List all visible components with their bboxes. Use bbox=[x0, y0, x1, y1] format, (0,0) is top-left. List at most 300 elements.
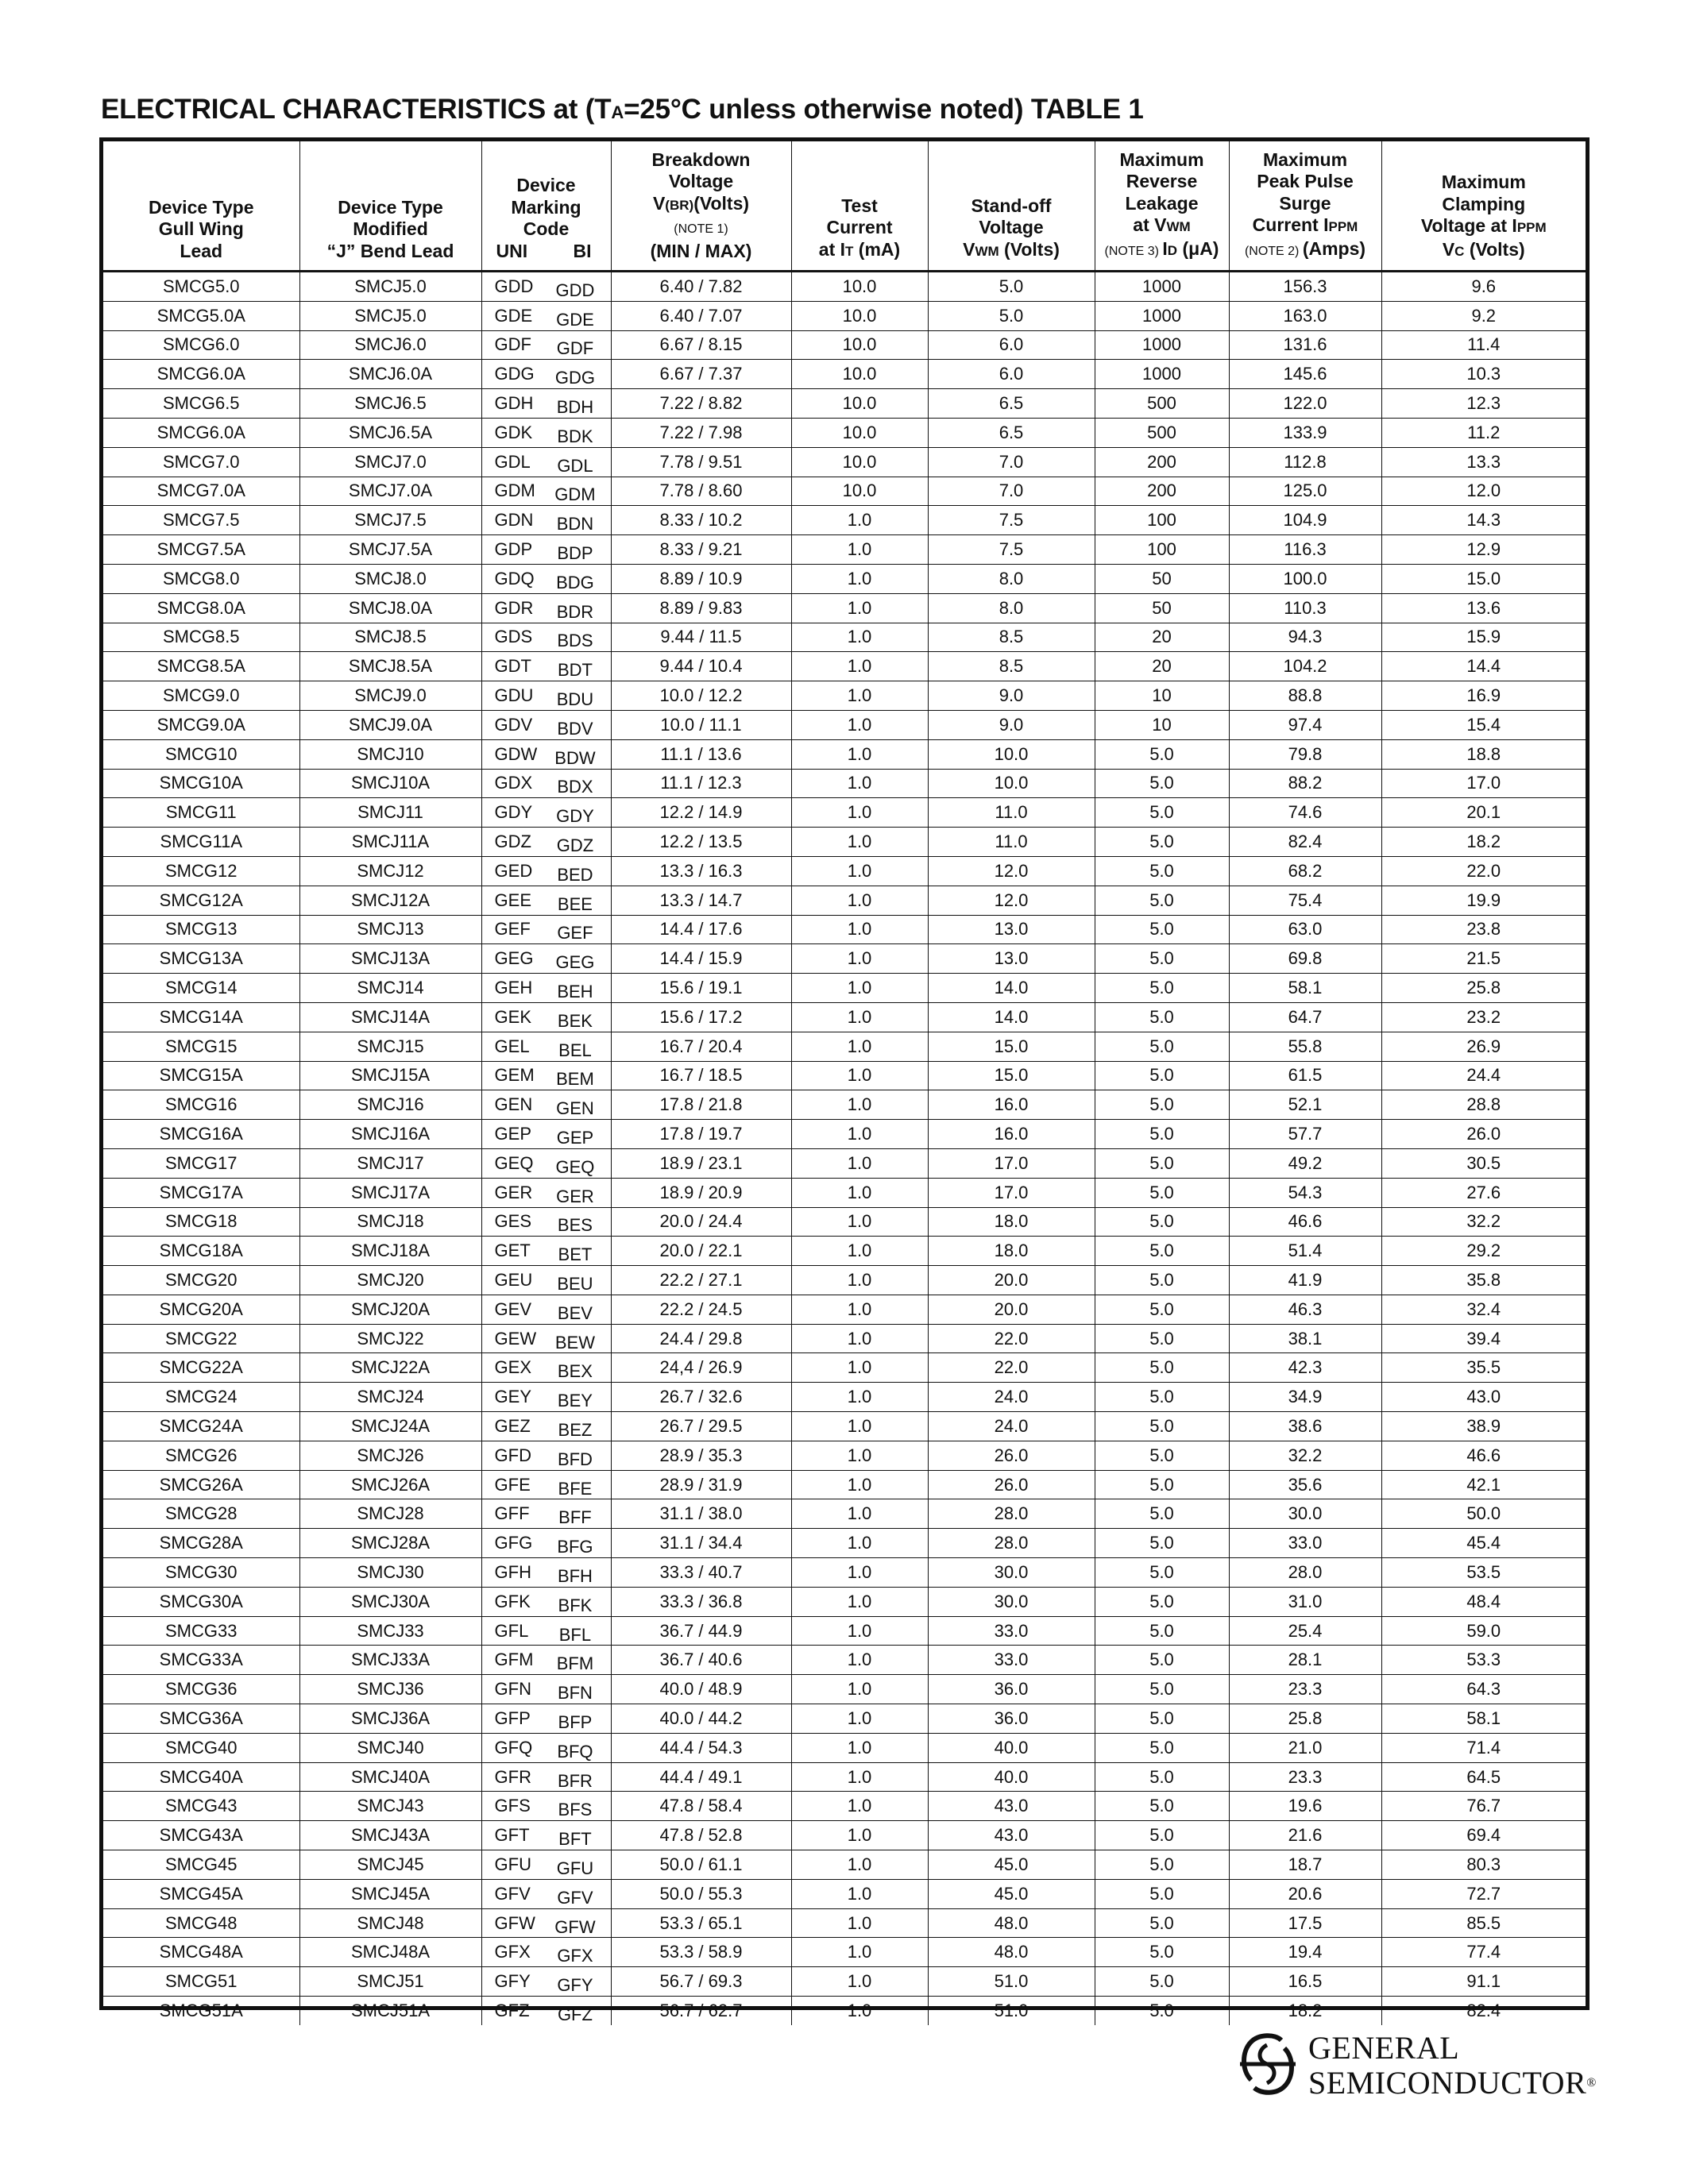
cell-reverse-leakage: 10 bbox=[1095, 681, 1229, 711]
cell-j-bend: SMCJ26A bbox=[299, 1470, 481, 1499]
cell-peak-pulse-current: 100.0 bbox=[1229, 564, 1381, 593]
table-row bbox=[103, 915, 1586, 944]
marking-uni: GED bbox=[494, 860, 533, 881]
table-row bbox=[103, 330, 1586, 360]
table-row bbox=[103, 1704, 1586, 1734]
cell-reverse-leakage: 5.0 bbox=[1095, 1295, 1229, 1324]
cell-clamping-voltage: 39.4 bbox=[1381, 1324, 1586, 1353]
cell-gull-wing: SMCG36 bbox=[103, 1675, 299, 1704]
marking-uni: GFX bbox=[494, 1942, 531, 1962]
header-standoff-voltage: Stand-off Voltage VWM (Volts) bbox=[928, 141, 1095, 272]
cell-breakdown-voltage: 10.0 / 11.1 bbox=[611, 710, 791, 739]
cell-test-current: 1.0 bbox=[791, 1529, 928, 1558]
cell-gull-wing: SMCG16A bbox=[103, 1120, 299, 1149]
cell-standoff-voltage: 14.0 bbox=[928, 1002, 1095, 1032]
cell-j-bend: SMCJ7.5A bbox=[299, 535, 481, 565]
marking-uni: GFZ bbox=[494, 2000, 530, 2020]
cell-marking bbox=[481, 710, 611, 739]
cell-j-bend: SMCJ26 bbox=[299, 1441, 481, 1470]
cell-peak-pulse-current: 64.7 bbox=[1229, 1002, 1381, 1032]
cell-j-bend: SMCJ6.5A bbox=[299, 418, 481, 447]
cell-j-bend: SMCJ8.0 bbox=[299, 564, 481, 593]
table-row bbox=[103, 1646, 1586, 1675]
cell-reverse-leakage: 20 bbox=[1095, 652, 1229, 681]
cell-peak-pulse-current: 21.0 bbox=[1229, 1733, 1381, 1762]
cell-gull-wing: SMCG20 bbox=[103, 1266, 299, 1295]
cell-test-current: 1.0 bbox=[791, 1032, 928, 1061]
cell-test-current: 1.0 bbox=[791, 1207, 928, 1237]
cell-reverse-leakage: 5.0 bbox=[1095, 1879, 1229, 1908]
cell-reverse-leakage: 5.0 bbox=[1095, 1558, 1229, 1588]
cell-breakdown-voltage: 8.33 / 10.2 bbox=[611, 506, 791, 535]
marking-uni: GEY bbox=[494, 1387, 532, 1407]
cell-gull-wing: SMCG8.0 bbox=[103, 564, 299, 593]
cell-reverse-leakage: 5.0 bbox=[1095, 1237, 1229, 1266]
cell-marking bbox=[481, 360, 611, 389]
table-row bbox=[103, 1412, 1586, 1441]
marking-uni: GDU bbox=[494, 685, 534, 706]
marking-uni: GDZ bbox=[494, 832, 531, 852]
cell-j-bend: SMCJ7.0 bbox=[299, 447, 481, 477]
marking-bi: BEL bbox=[558, 1040, 592, 1060]
cell-standoff-voltage: 8.5 bbox=[928, 652, 1095, 681]
cell-clamping-voltage: 29.2 bbox=[1381, 1237, 1586, 1266]
cell-peak-pulse-current: 51.4 bbox=[1229, 1237, 1381, 1266]
cell-marking bbox=[481, 1616, 611, 1646]
table-row bbox=[103, 1616, 1586, 1646]
cell-clamping-voltage: 15.0 bbox=[1381, 564, 1586, 593]
cell-marking bbox=[481, 418, 611, 447]
table-row bbox=[103, 974, 1586, 1003]
table-row bbox=[103, 1090, 1586, 1120]
cell-breakdown-voltage: 47.8 / 58.4 bbox=[611, 1792, 791, 1821]
cell-breakdown-voltage: 6.67 / 8.15 bbox=[611, 330, 791, 360]
marking-bi: BEE bbox=[557, 893, 593, 914]
cell-peak-pulse-current: 25.8 bbox=[1229, 1704, 1381, 1734]
cell-test-current: 1.0 bbox=[791, 681, 928, 711]
cell-test-current: 1.0 bbox=[791, 1704, 928, 1734]
cell-test-current: 1.0 bbox=[791, 1762, 928, 1792]
cell-j-bend: SMCJ9.0 bbox=[299, 681, 481, 711]
cell-breakdown-voltage: 18.9 / 20.9 bbox=[611, 1178, 791, 1207]
cell-peak-pulse-current: 54.3 bbox=[1229, 1178, 1381, 1207]
cell-breakdown-voltage: 33.3 / 40.7 bbox=[611, 1558, 791, 1588]
table-row bbox=[103, 1879, 1586, 1908]
cell-clamping-voltage: 18.8 bbox=[1381, 739, 1586, 769]
marking-bi: GFU bbox=[556, 1858, 594, 1878]
marking-bi: BEU bbox=[557, 1273, 593, 1294]
table-row bbox=[103, 1295, 1586, 1324]
table-row bbox=[103, 1383, 1586, 1412]
marking-uni: GEK bbox=[494, 1006, 532, 1027]
cell-gull-wing: SMCG48A bbox=[103, 1938, 299, 1967]
cell-marking bbox=[481, 1383, 611, 1412]
cell-peak-pulse-current: 18.2 bbox=[1229, 1997, 1381, 2025]
cell-marking bbox=[481, 915, 611, 944]
table-row bbox=[103, 1908, 1586, 1938]
cell-test-current: 1.0 bbox=[791, 1383, 928, 1412]
marking-uni: GDM bbox=[494, 480, 535, 501]
marking-bi: BFE bbox=[558, 1478, 593, 1499]
table-frame bbox=[99, 137, 1590, 2024]
marking-bi: BDN bbox=[556, 514, 594, 534]
marking-uni: GFM bbox=[494, 1650, 534, 1670]
marking-bi: BEM bbox=[556, 1069, 594, 1090]
marking-uni: GFF bbox=[494, 1503, 530, 1524]
cell-clamping-voltage: 22.0 bbox=[1381, 856, 1586, 886]
cell-test-current: 1.0 bbox=[791, 1558, 928, 1588]
cell-breakdown-voltage: 7.78 / 9.51 bbox=[611, 447, 791, 477]
cell-clamping-voltage: 11.2 bbox=[1381, 418, 1586, 447]
cell-reverse-leakage: 1000 bbox=[1095, 360, 1229, 389]
table-row bbox=[103, 1675, 1586, 1704]
gs-logo-icon bbox=[1235, 2029, 1300, 2099]
cell-standoff-voltage: 14.0 bbox=[928, 974, 1095, 1003]
cell-j-bend: SMCJ16 bbox=[299, 1090, 481, 1120]
cell-breakdown-voltage: 13.3 / 16.3 bbox=[611, 856, 791, 886]
cell-test-current: 1.0 bbox=[791, 1675, 928, 1704]
marking-uni: GEQ bbox=[494, 1152, 534, 1173]
cell-test-current: 1.0 bbox=[791, 1997, 928, 2025]
cell-gull-wing: SMCG40A bbox=[103, 1762, 299, 1792]
cell-standoff-voltage: 43.0 bbox=[928, 1821, 1095, 1850]
marking-uni: GEV bbox=[494, 1298, 532, 1319]
cell-breakdown-voltage: 31.1 / 34.4 bbox=[611, 1529, 791, 1558]
marking-uni: GFY bbox=[494, 1971, 531, 1992]
cell-gull-wing: SMCG51 bbox=[103, 1967, 299, 1997]
cell-clamping-voltage: 80.3 bbox=[1381, 1850, 1586, 1880]
cell-j-bend: SMCJ48A bbox=[299, 1938, 481, 1967]
cell-breakdown-voltage: 6.67 / 7.37 bbox=[611, 360, 791, 389]
cell-test-current: 10.0 bbox=[791, 301, 928, 330]
cell-breakdown-voltage: 22.2 / 27.1 bbox=[611, 1266, 791, 1295]
cell-reverse-leakage: 50 bbox=[1095, 564, 1229, 593]
cell-test-current: 1.0 bbox=[791, 1499, 928, 1529]
marking-uni: GFU bbox=[494, 1854, 531, 1874]
cell-test-current: 1.0 bbox=[791, 1148, 928, 1178]
cell-gull-wing: SMCG17A bbox=[103, 1178, 299, 1207]
marking-uni: GEF bbox=[494, 919, 531, 940]
cell-standoff-voltage: 45.0 bbox=[928, 1879, 1095, 1908]
cell-reverse-leakage: 200 bbox=[1095, 477, 1229, 506]
cell-marking bbox=[481, 974, 611, 1003]
cell-j-bend: SMCJ51A bbox=[299, 1997, 481, 2025]
marking-bi: BFK bbox=[558, 1595, 593, 1615]
cell-j-bend: SMCJ43 bbox=[299, 1792, 481, 1821]
cell-gull-wing: SMCG45 bbox=[103, 1850, 299, 1880]
cell-gull-wing: SMCG7.5 bbox=[103, 506, 299, 535]
cell-j-bend: SMCJ5.0 bbox=[299, 301, 481, 330]
marking-bi: BFF bbox=[558, 1507, 592, 1528]
cell-peak-pulse-current: 23.3 bbox=[1229, 1762, 1381, 1792]
cell-clamping-voltage: 18.2 bbox=[1381, 828, 1586, 857]
cell-gull-wing: SMCG28 bbox=[103, 1499, 299, 1529]
cell-standoff-voltage: 12.0 bbox=[928, 856, 1095, 886]
marking-uni: GFD bbox=[494, 1445, 531, 1465]
marking-bi: BET bbox=[558, 1244, 593, 1265]
cell-clamping-voltage: 26.0 bbox=[1381, 1120, 1586, 1149]
marking-uni: GFP bbox=[494, 1707, 531, 1728]
marking-bi: GEP bbox=[556, 1128, 594, 1148]
cell-clamping-voltage: 28.8 bbox=[1381, 1090, 1586, 1120]
cell-marking bbox=[481, 1324, 611, 1353]
header-gull-wing: Device Type Gull Wing Lead bbox=[103, 141, 299, 272]
table-row bbox=[103, 477, 1586, 506]
cell-reverse-leakage: 5.0 bbox=[1095, 1412, 1229, 1441]
cell-test-current: 1.0 bbox=[791, 856, 928, 886]
cell-standoff-voltage: 12.0 bbox=[928, 886, 1095, 915]
cell-clamping-voltage: 9.6 bbox=[1381, 272, 1586, 302]
marking-uni: GDN bbox=[494, 510, 534, 531]
cell-reverse-leakage: 5.0 bbox=[1095, 1470, 1229, 1499]
cell-standoff-voltage: 9.0 bbox=[928, 710, 1095, 739]
table-row bbox=[103, 1938, 1586, 1967]
table-row bbox=[103, 681, 1586, 711]
cell-peak-pulse-current: 32.2 bbox=[1229, 1441, 1381, 1470]
cell-gull-wing: SMCG8.0A bbox=[103, 593, 299, 623]
marking-uni: GDE bbox=[494, 305, 533, 326]
marking-uni: GFH bbox=[494, 1561, 531, 1582]
cell-gull-wing: SMCG17 bbox=[103, 1148, 299, 1178]
cell-clamping-voltage: 14.4 bbox=[1381, 652, 1586, 681]
cell-breakdown-voltage: 13.3 / 14.7 bbox=[611, 886, 791, 915]
logo-line-general: GENERAL bbox=[1308, 2030, 1460, 2066]
cell-peak-pulse-current: 97.4 bbox=[1229, 710, 1381, 739]
cell-reverse-leakage: 5.0 bbox=[1095, 1441, 1229, 1470]
marking-bi: BEK bbox=[557, 1010, 593, 1031]
cell-j-bend: SMCJ30 bbox=[299, 1558, 481, 1588]
cell-marking bbox=[481, 447, 611, 477]
cell-j-bend: SMCJ10 bbox=[299, 739, 481, 769]
cell-gull-wing: SMCG7.0A bbox=[103, 477, 299, 506]
cell-breakdown-voltage: 15.6 / 19.1 bbox=[611, 974, 791, 1003]
cell-standoff-voltage: 8.0 bbox=[928, 564, 1095, 593]
cell-reverse-leakage: 500 bbox=[1095, 418, 1229, 447]
cell-test-current: 1.0 bbox=[791, 1879, 928, 1908]
cell-j-bend: SMCJ12 bbox=[299, 856, 481, 886]
table-row bbox=[103, 535, 1586, 565]
cell-breakdown-voltage: 16.7 / 20.4 bbox=[611, 1032, 791, 1061]
marking-bi: BDW bbox=[554, 747, 596, 768]
cell-j-bend: SMCJ22 bbox=[299, 1324, 481, 1353]
cell-breakdown-voltage: 53.3 / 65.1 bbox=[611, 1908, 791, 1938]
marking-bi: BFM bbox=[556, 1653, 594, 1674]
cell-breakdown-voltage: 50.0 / 55.3 bbox=[611, 1879, 791, 1908]
marking-bi: BDX bbox=[557, 777, 593, 797]
cell-reverse-leakage: 100 bbox=[1095, 535, 1229, 565]
cell-breakdown-voltage: 6.40 / 7.82 bbox=[611, 272, 791, 302]
cell-marking bbox=[481, 1997, 611, 2025]
cell-test-current: 1.0 bbox=[791, 1616, 928, 1646]
cell-peak-pulse-current: 116.3 bbox=[1229, 535, 1381, 565]
cell-gull-wing: SMCG43 bbox=[103, 1792, 299, 1821]
cell-clamping-voltage: 25.8 bbox=[1381, 974, 1586, 1003]
cell-standoff-voltage: 28.0 bbox=[928, 1529, 1095, 1558]
cell-clamping-voltage: 30.5 bbox=[1381, 1148, 1586, 1178]
cell-reverse-leakage: 5.0 bbox=[1095, 1938, 1229, 1967]
cell-marking bbox=[481, 301, 611, 330]
table-row bbox=[103, 301, 1586, 330]
cell-peak-pulse-current: 34.9 bbox=[1229, 1383, 1381, 1412]
marking-uni: GEZ bbox=[494, 1415, 531, 1436]
marking-uni: GFL bbox=[494, 1620, 529, 1641]
marking-bi: BDH bbox=[556, 397, 594, 418]
cell-clamping-voltage: 15.9 bbox=[1381, 623, 1586, 652]
cell-clamping-voltage: 91.1 bbox=[1381, 1967, 1586, 1997]
cell-standoff-voltage: 48.0 bbox=[928, 1938, 1095, 1967]
cell-test-current: 1.0 bbox=[791, 974, 928, 1003]
table-row bbox=[103, 1587, 1586, 1616]
cell-reverse-leakage: 5.0 bbox=[1095, 1587, 1229, 1616]
cell-clamping-voltage: 53.3 bbox=[1381, 1646, 1586, 1675]
cell-marking bbox=[481, 1792, 611, 1821]
cell-peak-pulse-current: 28.0 bbox=[1229, 1558, 1381, 1588]
cell-clamping-voltage: 24.4 bbox=[1381, 1061, 1586, 1090]
cell-clamping-voltage: 20.1 bbox=[1381, 798, 1586, 828]
cell-test-current: 1.0 bbox=[791, 739, 928, 769]
cell-peak-pulse-current: 57.7 bbox=[1229, 1120, 1381, 1149]
cell-marking bbox=[481, 798, 611, 828]
cell-j-bend: SMCJ17 bbox=[299, 1148, 481, 1178]
marking-uni: GDH bbox=[494, 393, 534, 414]
marking-bi: BEX bbox=[557, 1361, 593, 1382]
table-row bbox=[103, 1324, 1586, 1353]
cell-reverse-leakage: 5.0 bbox=[1095, 1792, 1229, 1821]
marking-bi: GDF bbox=[556, 338, 594, 359]
marking-uni: GDS bbox=[494, 627, 533, 647]
cell-marking bbox=[481, 739, 611, 769]
cell-clamping-voltage: 27.6 bbox=[1381, 1178, 1586, 1207]
cell-standoff-voltage: 9.0 bbox=[928, 681, 1095, 711]
marking-uni: GDF bbox=[494, 334, 531, 355]
table-row bbox=[103, 1997, 1586, 2025]
marking-bi: BDK bbox=[557, 426, 593, 446]
cell-j-bend: SMCJ9.0A bbox=[299, 710, 481, 739]
cell-peak-pulse-current: 46.6 bbox=[1229, 1207, 1381, 1237]
cell-peak-pulse-current: 163.0 bbox=[1229, 301, 1381, 330]
cell-gull-wing: SMCG14 bbox=[103, 974, 299, 1003]
cell-clamping-voltage: 77.4 bbox=[1381, 1938, 1586, 1967]
marking-bi: GEF bbox=[557, 923, 593, 943]
cell-marking bbox=[481, 623, 611, 652]
table-row bbox=[103, 1821, 1586, 1850]
table-row bbox=[103, 418, 1586, 447]
cell-clamping-voltage: 69.4 bbox=[1381, 1821, 1586, 1850]
cell-j-bend: SMCJ5.0 bbox=[299, 272, 481, 302]
cell-peak-pulse-current: 21.6 bbox=[1229, 1821, 1381, 1850]
cell-reverse-leakage: 1000 bbox=[1095, 301, 1229, 330]
cell-clamping-voltage: 16.9 bbox=[1381, 681, 1586, 711]
cell-j-bend: SMCJ43A bbox=[299, 1821, 481, 1850]
cell-peak-pulse-current: 104.9 bbox=[1229, 506, 1381, 535]
cell-reverse-leakage: 5.0 bbox=[1095, 1207, 1229, 1237]
cell-breakdown-voltage: 28.9 / 35.3 bbox=[611, 1441, 791, 1470]
table-row bbox=[103, 886, 1586, 915]
cell-j-bend: SMCJ48 bbox=[299, 1908, 481, 1938]
cell-standoff-voltage: 51.0 bbox=[928, 1967, 1095, 1997]
header-marking-code: Device Marking Code UNI BI bbox=[481, 141, 611, 272]
cell-breakdown-voltage: 31.1 / 38.0 bbox=[611, 1499, 791, 1529]
cell-reverse-leakage: 5.0 bbox=[1095, 1967, 1229, 1997]
cell-gull-wing: SMCG40 bbox=[103, 1733, 299, 1762]
cell-peak-pulse-current: 125.0 bbox=[1229, 477, 1381, 506]
cell-peak-pulse-current: 122.0 bbox=[1229, 389, 1381, 419]
cell-marking bbox=[481, 1850, 611, 1880]
cell-marking bbox=[481, 652, 611, 681]
cell-j-bend: SMCJ17A bbox=[299, 1178, 481, 1207]
cell-standoff-voltage: 17.0 bbox=[928, 1178, 1095, 1207]
cell-marking bbox=[481, 886, 611, 915]
cell-reverse-leakage: 5.0 bbox=[1095, 1529, 1229, 1558]
cell-reverse-leakage: 5.0 bbox=[1095, 1032, 1229, 1061]
cell-test-current: 10.0 bbox=[791, 360, 928, 389]
marking-bi: BEZ bbox=[558, 1419, 593, 1440]
cell-test-current: 1.0 bbox=[791, 1002, 928, 1032]
cell-gull-wing: SMCG7.0 bbox=[103, 447, 299, 477]
cell-reverse-leakage: 5.0 bbox=[1095, 828, 1229, 857]
cell-standoff-voltage: 40.0 bbox=[928, 1762, 1095, 1792]
cell-reverse-leakage: 5.0 bbox=[1095, 1178, 1229, 1207]
cell-marking bbox=[481, 1821, 611, 1850]
cell-peak-pulse-current: 131.6 bbox=[1229, 330, 1381, 360]
cell-test-current: 1.0 bbox=[791, 1908, 928, 1938]
marking-bi: GDG bbox=[554, 368, 595, 388]
cell-j-bend: SMCJ18A bbox=[299, 1237, 481, 1266]
cell-test-current: 1.0 bbox=[791, 593, 928, 623]
cell-peak-pulse-current: 145.6 bbox=[1229, 360, 1381, 389]
cell-reverse-leakage: 5.0 bbox=[1095, 1675, 1229, 1704]
cell-marking bbox=[481, 681, 611, 711]
cell-test-current: 1.0 bbox=[791, 1178, 928, 1207]
cell-peak-pulse-current: 112.8 bbox=[1229, 447, 1381, 477]
cell-peak-pulse-current: 19.6 bbox=[1229, 1792, 1381, 1821]
cell-j-bend: SMCJ14 bbox=[299, 974, 481, 1003]
cell-standoff-voltage: 26.0 bbox=[928, 1470, 1095, 1499]
cell-test-current: 10.0 bbox=[791, 477, 928, 506]
cell-breakdown-voltage: 40.0 / 48.9 bbox=[611, 1675, 791, 1704]
cell-j-bend: SMCJ28A bbox=[299, 1529, 481, 1558]
marking-uni: GDP bbox=[494, 539, 533, 560]
table-row bbox=[103, 1529, 1586, 1558]
cell-test-current: 1.0 bbox=[791, 1938, 928, 1967]
cell-reverse-leakage: 5.0 bbox=[1095, 944, 1229, 974]
cell-marking bbox=[481, 1032, 611, 1061]
marking-uni: GFW bbox=[494, 1912, 535, 1933]
cell-standoff-voltage: 16.0 bbox=[928, 1090, 1095, 1120]
cell-gull-wing: SMCG51A bbox=[159, 2000, 243, 2020]
cell-clamping-voltage: 15.4 bbox=[1381, 710, 1586, 739]
cell-j-bend: SMCJ20A bbox=[299, 1295, 481, 1324]
cell-standoff-voltage: 30.0 bbox=[928, 1587, 1095, 1616]
cell-clamping-voltage: 12.9 bbox=[1381, 535, 1586, 565]
table-row bbox=[103, 1120, 1586, 1149]
cell-reverse-leakage: 5.0 bbox=[1095, 1499, 1229, 1529]
marking-uni: GEW bbox=[494, 1328, 537, 1349]
cell-breakdown-voltage: 11.1 / 12.3 bbox=[611, 769, 791, 798]
cell-standoff-voltage: 7.5 bbox=[928, 535, 1095, 565]
marking-bi: GER bbox=[556, 1186, 594, 1206]
cell-reverse-leakage: 20 bbox=[1095, 623, 1229, 652]
marking-bi: GDE bbox=[556, 309, 594, 330]
cell-gull-wing: SMCG12 bbox=[103, 856, 299, 886]
cell-gull-wing: SMCG20A bbox=[103, 1295, 299, 1324]
marking-uni: GER bbox=[494, 1182, 533, 1202]
cell-marking bbox=[481, 535, 611, 565]
table-row bbox=[103, 564, 1586, 593]
cell-j-bend: SMCJ11 bbox=[299, 798, 481, 828]
cell-breakdown-voltage: 28.9 / 31.9 bbox=[611, 1470, 791, 1499]
cell-marking bbox=[481, 477, 611, 506]
